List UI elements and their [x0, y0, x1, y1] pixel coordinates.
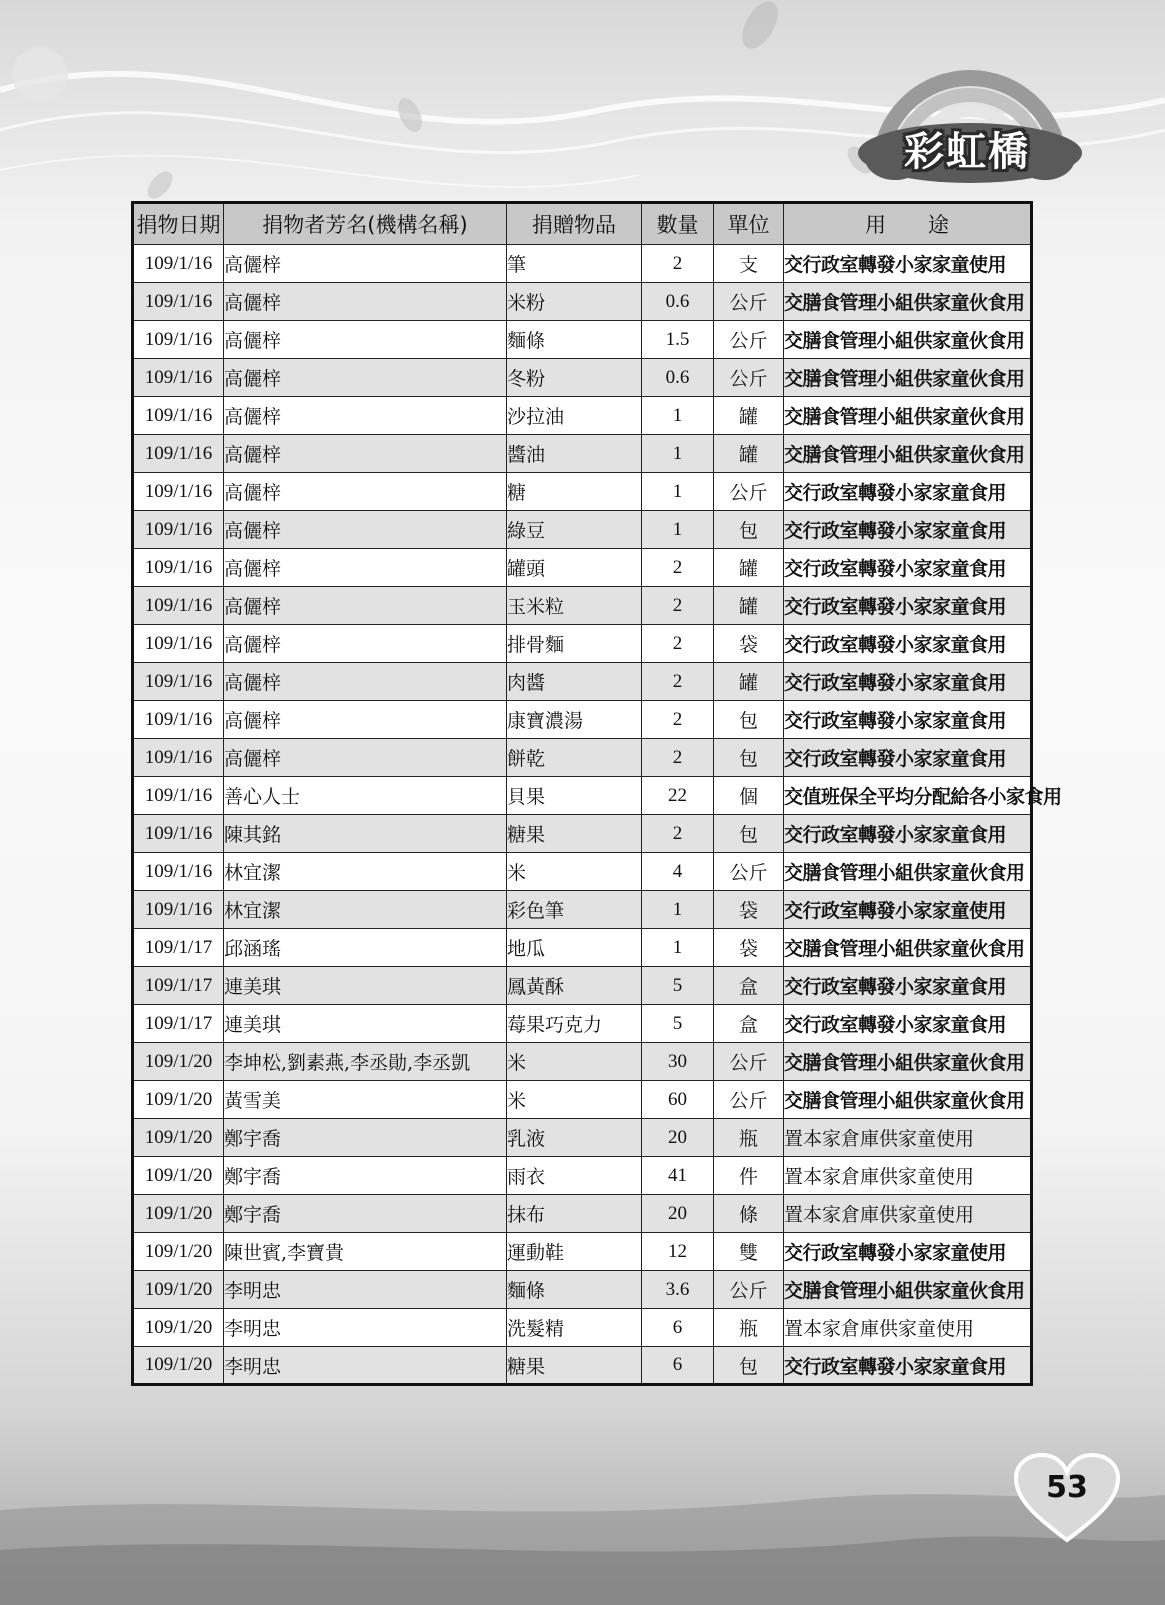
cell-use: 交膳食管理小組供家童伙食用 [784, 321, 1032, 359]
cell-use: 交膳食管理小組供家童伙食用 [784, 359, 1032, 397]
page-number: 53 [1046, 1470, 1088, 1505]
cell-use: 交膳食管理小組供家童伙食用 [784, 435, 1032, 473]
cell-date: 109/1/17 [133, 929, 224, 967]
cell-use: 交膳食管理小組供家童伙食用 [784, 929, 1032, 967]
cell-item: 糖果 [507, 1347, 642, 1385]
cell-item: 康寶濃湯 [507, 701, 642, 739]
header-item: 捐贈物品 [507, 203, 642, 245]
cell-date: 109/1/16 [133, 853, 224, 891]
cell-date: 109/1/20 [133, 1271, 224, 1309]
cell-unit: 支 [714, 245, 784, 283]
cell-donor: 李坤松,劉素燕,李丞勛,李丞凱 [224, 1043, 507, 1081]
table-body [133, 245, 1062, 1385]
cell-qty: 1.5 [642, 321, 714, 359]
cell-qty: 2 [642, 587, 714, 625]
table-row [133, 853, 1032, 891]
cell-date: 109/1/16 [133, 701, 224, 739]
cell-donor: 高儷梓 [224, 283, 507, 321]
cell-qty: 2 [642, 549, 714, 587]
cell-unit: 瓶 [714, 1119, 784, 1157]
cell-use: 交行政室轉發小家家童使用 [784, 1233, 1032, 1271]
cell-qty: 5 [642, 967, 714, 1005]
cell-date: 109/1/16 [133, 359, 224, 397]
table-row [133, 1157, 1032, 1195]
cell-unit: 公斤 [714, 283, 784, 321]
cell-donor: 高儷梓 [224, 663, 507, 701]
cell-unit: 條 [714, 1195, 784, 1233]
cell-use: 交膳食管理小組供家童伙食用 [784, 283, 1032, 321]
cell-use: 交值班保全平均分配給各小家食用 [784, 777, 1032, 815]
cell-use: 交行政室轉發小家家童食用 [784, 473, 1032, 511]
cell-unit: 件 [714, 1157, 784, 1195]
cell-unit: 罐 [714, 663, 784, 701]
cell-donor: 黃雪美 [224, 1081, 507, 1119]
cell-donor: 高儷梓 [224, 397, 507, 435]
table-row [133, 321, 1032, 359]
cell-unit: 袋 [714, 929, 784, 967]
cell-qty: 5 [642, 1005, 714, 1043]
cell-qty: 2 [642, 701, 714, 739]
cell-qty: 60 [642, 1081, 714, 1119]
cell-item: 莓果巧克力 [507, 1005, 642, 1043]
cell-unit: 罐 [714, 587, 784, 625]
table-row [133, 283, 1032, 321]
cell-date: 109/1/16 [133, 549, 224, 587]
cell-item: 醬油 [507, 435, 642, 473]
cell-use: 交膳食管理小組供家童伙食用 [784, 1043, 1032, 1081]
cell-date: 109/1/16 [133, 625, 224, 663]
cell-use: 置本家倉庫供家童使用 [784, 1309, 1032, 1347]
cell-use: 交行政室轉發小家家童食用 [784, 967, 1032, 1005]
cell-qty: 4 [642, 853, 714, 891]
cell-donor: 邱涵瑤 [224, 929, 507, 967]
cell-unit: 公斤 [714, 359, 784, 397]
cell-date: 109/1/16 [133, 739, 224, 777]
cell-use: 交行政室轉發小家家童使用 [784, 891, 1032, 929]
cell-date: 109/1/16 [133, 891, 224, 929]
table-row [133, 473, 1032, 511]
cell-date: 109/1/16 [133, 587, 224, 625]
cell-use: 交行政室轉發小家家童食用 [784, 511, 1032, 549]
cell-donor: 高儷梓 [224, 739, 507, 777]
cell-unit: 罐 [714, 397, 784, 435]
cell-item: 米 [507, 1081, 642, 1119]
cell-donor: 林宜潔 [224, 891, 507, 929]
cell-use: 交膳食管理小組供家童伙食用 [784, 397, 1032, 435]
cell-use: 交行政室轉發小家家童食用 [784, 663, 1032, 701]
cell-item: 米 [507, 853, 642, 891]
table-row [133, 1309, 1032, 1347]
cell-item: 運動鞋 [507, 1233, 642, 1271]
cell-item: 乳液 [507, 1119, 642, 1157]
cell-unit: 罐 [714, 549, 784, 587]
cell-item: 餅乾 [507, 739, 642, 777]
cell-unit: 盒 [714, 1005, 784, 1043]
cell-use: 交行政室轉發小家家童使用 [784, 245, 1032, 283]
cell-unit: 包 [714, 701, 784, 739]
cell-donor: 李明忠 [224, 1309, 507, 1347]
cell-date: 109/1/16 [133, 473, 224, 511]
cell-item: 貝果 [507, 777, 642, 815]
cell-donor: 李明忠 [224, 1271, 507, 1309]
table-header-row [133, 203, 1032, 245]
header-qty: 數量 [642, 203, 714, 245]
table-row [133, 701, 1032, 739]
header-date: 捐物日期 [133, 203, 224, 245]
cell-unit: 包 [714, 1347, 784, 1385]
cell-donor: 高儷梓 [224, 245, 507, 283]
cell-qty: 2 [642, 663, 714, 701]
cell-item: 洗髮精 [507, 1309, 642, 1347]
table-row [133, 511, 1032, 549]
cell-date: 109/1/16 [133, 815, 224, 853]
cell-donor: 高儷梓 [224, 359, 507, 397]
cell-date: 109/1/20 [133, 1233, 224, 1271]
table-row [133, 1081, 1032, 1119]
cell-item: 冬粉 [507, 359, 642, 397]
cell-donor: 鄭宇喬 [224, 1119, 507, 1157]
cell-donor: 高儷梓 [224, 701, 507, 739]
cell-donor: 善心人士 [224, 777, 507, 815]
cell-donor: 李明忠 [224, 1347, 507, 1385]
cell-qty: 2 [642, 625, 714, 663]
cell-unit: 公斤 [714, 1043, 784, 1081]
logo-text: 彩虹橋 [904, 129, 1030, 175]
table-row [133, 1195, 1032, 1233]
cell-qty: 3.6 [642, 1271, 714, 1309]
cell-donor: 連美琪 [224, 1005, 507, 1043]
cell-date: 109/1/17 [133, 967, 224, 1005]
donation-table [131, 201, 1062, 1386]
cell-donor: 陳其銘 [224, 815, 507, 853]
table-row [133, 739, 1032, 777]
header-use: 用 途 [784, 203, 1032, 245]
table-row [133, 1043, 1032, 1081]
table-row [133, 891, 1032, 929]
cell-donor: 高儷梓 [224, 587, 507, 625]
cell-qty: 30 [642, 1043, 714, 1081]
cell-qty: 2 [642, 815, 714, 853]
cell-date: 109/1/20 [133, 1309, 224, 1347]
cell-unit: 包 [714, 511, 784, 549]
cell-donor: 高儷梓 [224, 473, 507, 511]
cell-qty: 1 [642, 511, 714, 549]
cell-unit: 包 [714, 739, 784, 777]
cell-date: 109/1/16 [133, 245, 224, 283]
table-row [133, 1271, 1032, 1309]
cell-item: 抹布 [507, 1195, 642, 1233]
cell-item: 彩色筆 [507, 891, 642, 929]
table-row [133, 549, 1032, 587]
table-row [133, 777, 1032, 815]
table-row [133, 1347, 1032, 1385]
table-row [133, 1005, 1032, 1043]
cell-date: 109/1/16 [133, 777, 224, 815]
table-row [133, 929, 1032, 967]
table-row [133, 625, 1032, 663]
cell-item: 玉米粒 [507, 587, 642, 625]
cell-item: 排骨麵 [507, 625, 642, 663]
cell-unit: 公斤 [714, 1081, 784, 1119]
cell-qty: 20 [642, 1195, 714, 1233]
cell-item: 筆 [507, 245, 642, 283]
table-row [133, 1119, 1032, 1157]
cell-date: 109/1/20 [133, 1195, 224, 1233]
cell-date: 109/1/20 [133, 1043, 224, 1081]
cell-use: 置本家倉庫供家童使用 [784, 1157, 1032, 1195]
cell-qty: 0.6 [642, 283, 714, 321]
cell-donor: 高儷梓 [224, 625, 507, 663]
cell-unit: 袋 [714, 891, 784, 929]
header-unit: 單位 [714, 203, 784, 245]
cell-date: 109/1/16 [133, 663, 224, 701]
cell-unit: 公斤 [714, 321, 784, 359]
cell-unit: 公斤 [714, 1271, 784, 1309]
table-row [133, 435, 1032, 473]
cell-unit: 盒 [714, 967, 784, 1005]
cell-date: 109/1/20 [133, 1157, 224, 1195]
cell-qty: 1 [642, 473, 714, 511]
cell-use: 交膳食管理小組供家童伙食用 [784, 1271, 1032, 1309]
cell-donor: 高儷梓 [224, 321, 507, 359]
table-row [133, 245, 1032, 283]
cell-item: 雨衣 [507, 1157, 642, 1195]
cell-donor: 高儷梓 [224, 511, 507, 549]
cell-qty: 41 [642, 1157, 714, 1195]
cell-qty: 1 [642, 891, 714, 929]
table-row [133, 663, 1032, 701]
cell-donor: 高儷梓 [224, 435, 507, 473]
cell-use: 交膳食管理小組供家童伙食用 [784, 853, 1032, 891]
cell-unit: 個 [714, 777, 784, 815]
table-row [133, 1233, 1032, 1271]
cell-use: 交行政室轉發小家家童食用 [784, 1347, 1032, 1385]
cell-item: 糖果 [507, 815, 642, 853]
header-donor: 捐物者芳名(機構名稱) [224, 203, 507, 245]
cell-use: 交行政室轉發小家家童食用 [784, 587, 1032, 625]
table-row [133, 397, 1032, 435]
cell-use: 交行政室轉發小家家童食用 [784, 815, 1032, 853]
cell-unit: 雙 [714, 1233, 784, 1271]
cell-date: 109/1/20 [133, 1081, 224, 1119]
cell-donor: 連美琪 [224, 967, 507, 1005]
cell-unit: 罐 [714, 435, 784, 473]
cell-unit: 公斤 [714, 853, 784, 891]
cell-use: 交行政室轉發小家家童食用 [784, 625, 1032, 663]
cell-date: 109/1/20 [133, 1119, 224, 1157]
cell-item: 米粉 [507, 283, 642, 321]
cell-qty: 2 [642, 245, 714, 283]
background-horizon-decoration [0, 1420, 1165, 1605]
cell-qty: 1 [642, 929, 714, 967]
cell-date: 109/1/17 [133, 1005, 224, 1043]
cell-qty: 12 [642, 1233, 714, 1271]
cell-unit: 瓶 [714, 1309, 784, 1347]
table-row [133, 587, 1032, 625]
cell-donor: 林宜潔 [224, 853, 507, 891]
cell-item: 沙拉油 [507, 397, 642, 435]
cell-qty: 22 [642, 777, 714, 815]
cell-item: 麵條 [507, 1271, 642, 1309]
cell-date: 109/1/16 [133, 283, 224, 321]
cell-date: 109/1/16 [133, 321, 224, 359]
cell-qty: 6 [642, 1309, 714, 1347]
cell-use: 交行政室轉發小家家童食用 [784, 1005, 1032, 1043]
cell-qty: 1 [642, 435, 714, 473]
cell-item: 米 [507, 1043, 642, 1081]
cell-use: 交行政室轉發小家家童食用 [784, 549, 1032, 587]
cell-item: 罐頭 [507, 549, 642, 587]
cell-use: 交行政室轉發小家家童食用 [784, 701, 1032, 739]
cell-use: 置本家倉庫供家童使用 [784, 1195, 1032, 1233]
table-row [133, 967, 1032, 1005]
rainbow-bridge-logo [855, 58, 1085, 198]
cell-qty: 0.6 [642, 359, 714, 397]
cell-qty: 6 [642, 1347, 714, 1385]
cell-qty: 1 [642, 397, 714, 435]
cell-donor: 陳世賓,李寶貴 [224, 1233, 507, 1271]
cell-date: 109/1/16 [133, 435, 224, 473]
cell-donor: 高儷梓 [224, 549, 507, 587]
cell-unit: 公斤 [714, 473, 784, 511]
table-row [133, 359, 1032, 397]
cell-item: 鳳黃酥 [507, 967, 642, 1005]
cell-date: 109/1/16 [133, 397, 224, 435]
cell-qty: 2 [642, 739, 714, 777]
cell-use: 交行政室轉發小家家童食用 [784, 739, 1032, 777]
cell-date: 109/1/20 [133, 1347, 224, 1385]
cell-item: 綠豆 [507, 511, 642, 549]
cell-item: 地瓜 [507, 929, 642, 967]
cell-unit: 袋 [714, 625, 784, 663]
cell-donor: 鄭宇喬 [224, 1157, 507, 1195]
cell-unit: 包 [714, 815, 784, 853]
cell-use: 交膳食管理小組供家童伙食用 [784, 1081, 1032, 1119]
cell-item: 麵條 [507, 321, 642, 359]
cell-item: 糖 [507, 473, 642, 511]
cell-item: 肉醬 [507, 663, 642, 701]
table-row [133, 815, 1032, 853]
cell-qty: 20 [642, 1119, 714, 1157]
cell-use: 置本家倉庫供家童使用 [784, 1119, 1032, 1157]
cell-donor: 鄭宇喬 [224, 1195, 507, 1233]
cell-date: 109/1/16 [133, 511, 224, 549]
